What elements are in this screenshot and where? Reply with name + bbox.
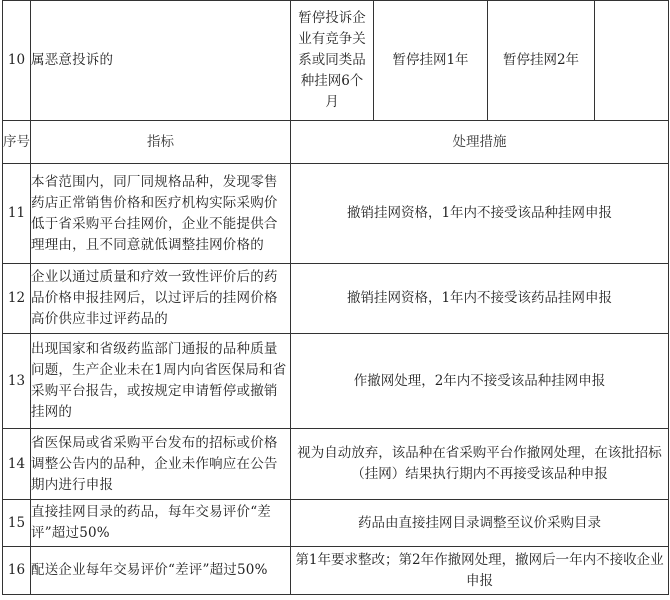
measure-cell: 暂停投诉企业有竞争关系或同类品种挂网6个月 xyxy=(291,1,374,121)
table-header-row xyxy=(3,121,669,164)
indicator-cell: 出现国家和省级药监部门通报的品种质量问题，生产企业未在1周内向省医保局和省采购平台报告，或按规定申请暂停或撤销挂网的 xyxy=(31,334,291,429)
measure-cell: 药品由直接挂网目录调整至议价采购目录 xyxy=(291,500,669,547)
measure-cell xyxy=(595,1,669,121)
indicator-cell: 直接挂网目录的药品，每年交易评价“差评”超过50% xyxy=(31,500,291,547)
indicator-cell: 本省范围内，同厂同规格品种，发现零售药店正常销售价格和医疗机构实际采购价低于省采购平台挂网价，企业不能提供合理理由，且不同意就低调整挂网价格的 xyxy=(31,164,291,264)
measure-cell: 撤销挂网资格，1年内不接受该药品挂网申报 xyxy=(291,264,669,334)
measure-cell: 作撤网处理，2年内不接受该品种挂网申报 xyxy=(291,334,669,429)
table-row xyxy=(3,429,669,500)
measure-cell: 视为自动放弃，该品种在省采购平台作撤网处理，在该批招标（挂网）结果执行期内不再接受该品种申报 xyxy=(291,429,669,500)
indicator-cell: 配送企业每年交易评价“差评”超过50% xyxy=(31,547,291,595)
indicator-cell: 省医保局或省采购平台发布的招标或价格调整公告内的品种，企业未作响应在公告期内进行申报 xyxy=(31,429,291,500)
row-number: 12 xyxy=(3,264,31,334)
measure-cell: 撤销挂网资格，1年内不接受该品种挂网申报 xyxy=(291,164,669,264)
row-number: 16 xyxy=(3,547,31,595)
measure-cell: 暂停挂网1年 xyxy=(374,1,488,121)
table-row xyxy=(3,1,669,121)
header-no: 序号 xyxy=(3,121,31,164)
measure-cell: 第1年要求整改；第2年作撤网处理，撤网后一年内不接收企业申报 xyxy=(291,547,669,595)
table-row xyxy=(3,500,669,547)
row-number: 15 xyxy=(3,500,31,547)
table-row xyxy=(3,334,669,429)
measure-cell: 暂停挂网2年 xyxy=(488,1,595,121)
row-number: 14 xyxy=(3,429,31,500)
header-indicator: 指标 xyxy=(31,121,291,164)
indicator-cell: 企业以通过质量和疗效一致性评价后的药品价格申报挂网后，以过评后的挂网价格高价供应非过评药品的 xyxy=(31,264,291,334)
row-number: 13 xyxy=(3,334,31,429)
row-number: 11 xyxy=(3,164,31,264)
table-row xyxy=(3,164,669,264)
penalty-table xyxy=(2,0,669,595)
indicator-cell: 属恶意投诉的 xyxy=(31,1,291,121)
header-measure: 处理措施 xyxy=(291,121,669,164)
table-row xyxy=(3,264,669,334)
table-row xyxy=(3,547,669,595)
row-number: 10 xyxy=(3,1,31,121)
